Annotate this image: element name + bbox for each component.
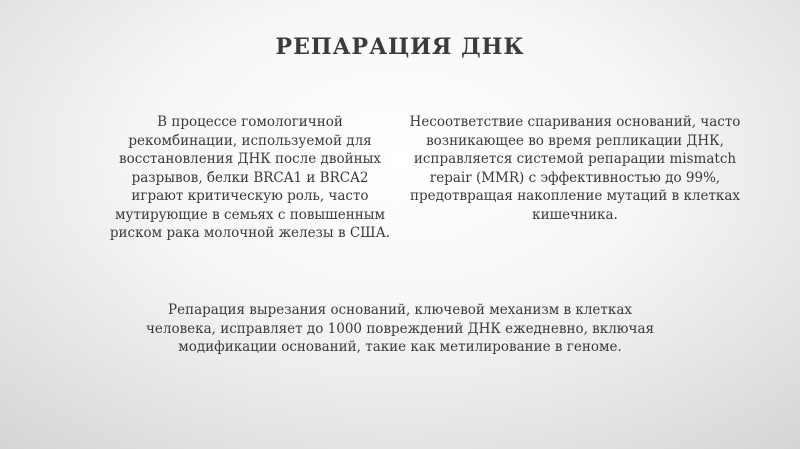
paragraph-mismatch-repair: Несоответствие спаривания оснований, часто возникающее во время репликации ДНК, исправляется системой репарации mismatch repair (MMR) с эффективностью до 99%, предотвращая накопление мутаций в клетках кишечника. [409,114,741,223]
slide-title: РЕПАРАЦИЯ ДНК [275,34,525,60]
paragraph-homologous-recombination: В процессе гомологичной рекомбинации, используемой для восстановления ДНК после двойных разрывов, белки BRCA1 и BRCA2 играют критическую роль, часто мутирующие в семьях с повышенным риском рака молочной железы в США. [109,114,391,241]
paragraph-base-excision-repair: Репарация вырезания оснований, ключевой механизм в клетках человека, исправляет до 1000 повреждений ДНК ежедневно, включая модификации оснований, такие как метилирование в геноме. [145,302,655,355]
